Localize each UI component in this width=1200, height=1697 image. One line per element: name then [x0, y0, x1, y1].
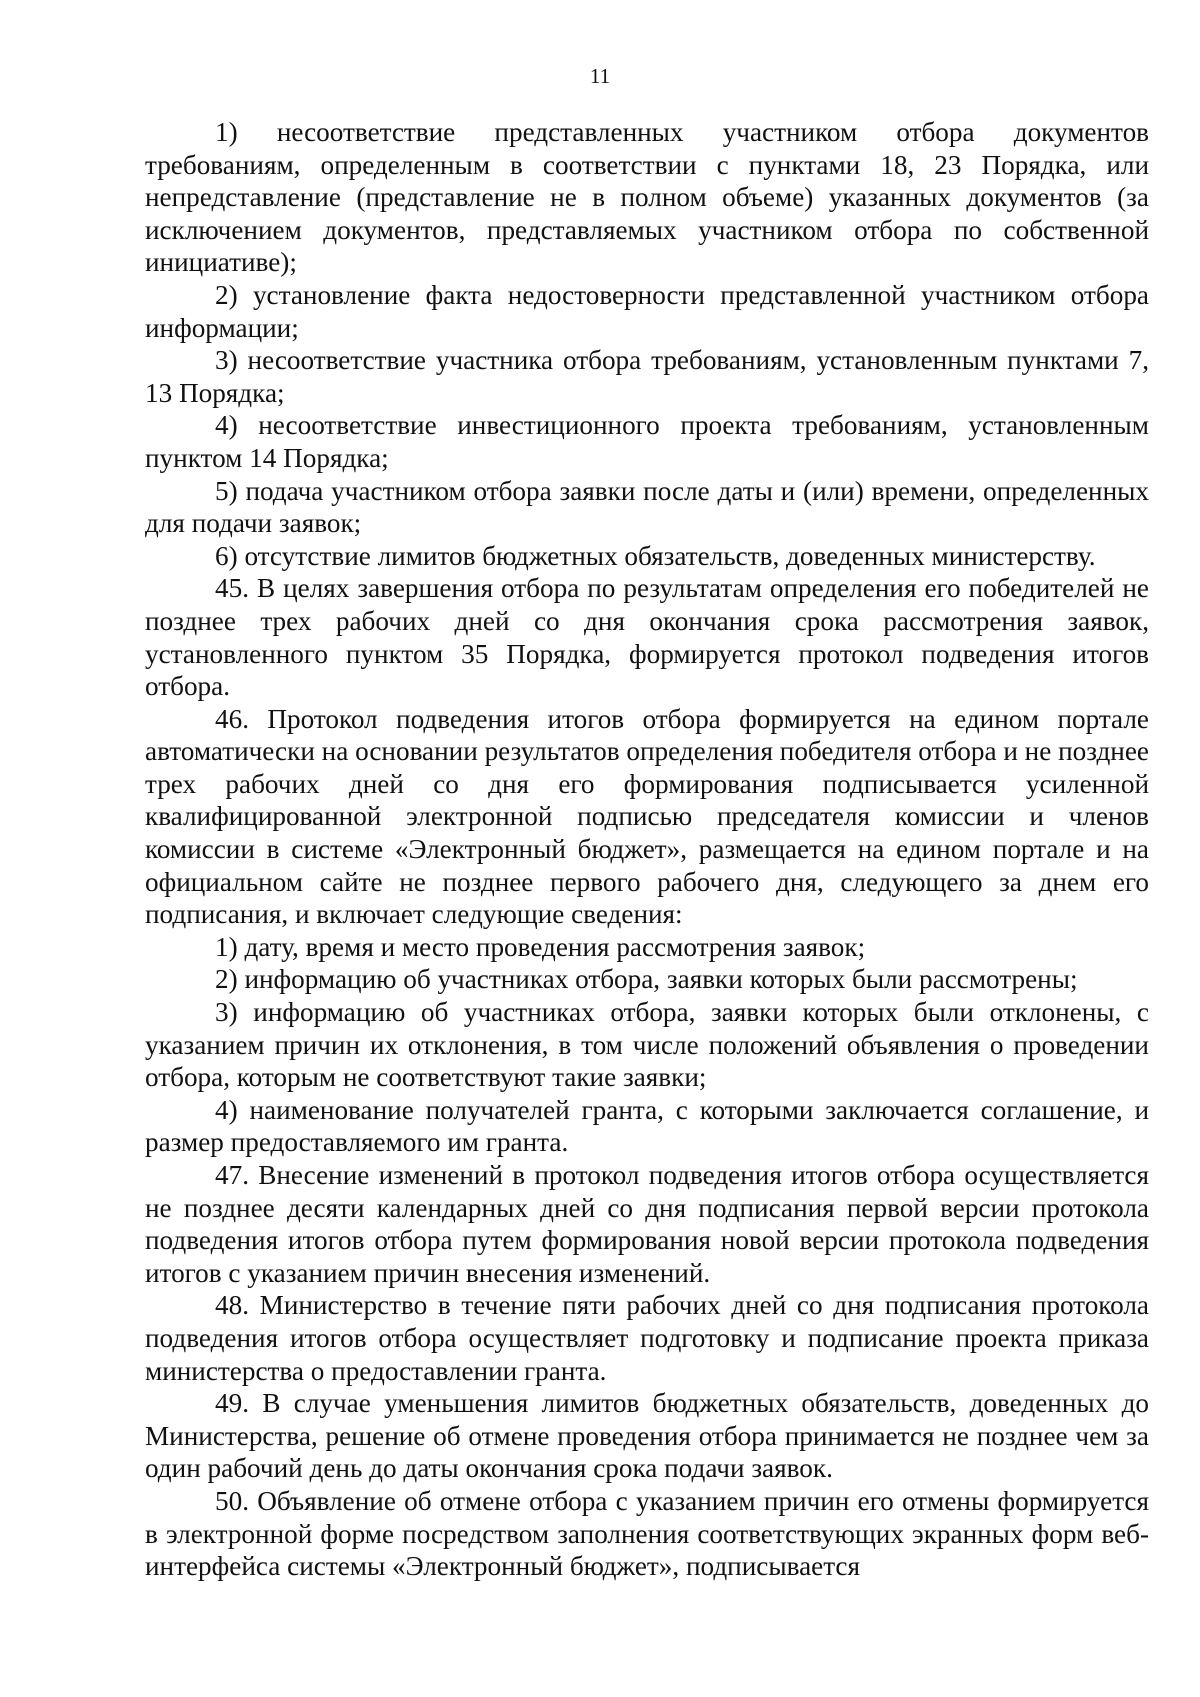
- page-number: 11: [589, 64, 611, 88]
- paragraph-clause-47: 47. Внесение изменений в протокол подведения итогов отбора осуществляется не позднее десяти календарных дней со дня подписания первой версии протокола подведения итогов отбора путем формирования новой версии протокола подведения итогов с указанием причин внесения изменений.: [145, 1160, 1149, 1288]
- paragraph-protocol-item-1: 1) дату, время и место проведения рассмотрения заявок;: [215, 931, 866, 962]
- paragraph-reason-6: 6) отсутствие лимитов бюджетных обязательств, доведенных министерству.: [215, 540, 1096, 571]
- document-body: [145, 116, 1149, 1583]
- paragraph-reason-4: 4) несоответствие инвестиционного проекта требованиям, установленным пунктом 14 Порядка;: [145, 410, 1149, 473]
- paragraph-clause-50: 50. Объявление об отмене отбора с указанием причин его отмены формируется в электронной форме посредством заполнения соответствующих экранных форм веб-интерфейса системы «Электронный бюджет», подписывается: [145, 1485, 1149, 1582]
- paragraph-reason-5: 5) подача участником отбора заявки после даты и (или) времени, определенных для подачи заявок;: [145, 475, 1149, 539]
- paragraph-reason-2: 2) установление факта недостоверности представленной участником отбора информации;: [145, 279, 1149, 343]
- paragraph-clause-49: 49. В случае уменьшения лимитов бюджетных обязательств, доведенных до Министерства, решение об отмене проведения отбора принимается не позднее чем за один рабочий день до даты окончания срока подачи заявок.: [145, 1388, 1149, 1484]
- paragraph-reason-1: 1) несоответствие представленных участником отбора документов требованиям, определенным в соответствии с пунктами 18, 23 Порядка, или непредставление (представление не в полном объеме) указанных документов (за исключением документов, представляемых участником отбора по собственной инициативе);: [145, 117, 1149, 278]
- paragraph-clause-45: 45. В целях завершения отбора по результатам определения его победителей не позднее трех рабочих дней со дня окончания срока рассмотрения заявок, установленного пунктом 35 Порядка, формируется протокол подведения итогов отбора.: [145, 573, 1149, 702]
- paragraph-clause-46: 46. Протокол подведения итогов отбора формируется на едином портале автоматически на основании результатов определения победителя отбора и не позднее трех рабочих дней со дня его формирования подписывается усиленной квалифицированной электронной подписью председателя комиссии и членов комиссии в системе «Электронный бюджет», размещается на едином портале и на официальном сайте не позднее первого рабочего дня, следующего за днем его подписания, и включает следующие сведения:: [145, 703, 1149, 930]
- paragraph-protocol-item-3: 3) информацию об участниках отбора, заявки которых были отклонены, с указанием причин их отклонения, в том числе положений объявления о проведении отбора, которым не соответствуют такие заявки;: [145, 997, 1149, 1093]
- paragraph-reason-3: 3) несоответствие участника отбора требованиям, установленным пунктами 7, 13 Порядка;: [145, 345, 1149, 408]
- paragraph-protocol-item-2: 2) информацию об участниках отбора, заявки которых были рассмотрены;: [215, 964, 1078, 995]
- paragraph-protocol-item-4: 4) наименование получателей гранта, с которыми заключается соглашение, и размер предоставляемого им гранта.: [145, 1094, 1149, 1158]
- paragraph-clause-48: 48. Министерство в течение пяти рабочих дней со дня подписания протокола подведения итогов отбора осуществляет подготовку и подписание проекта приказа министерства о предоставлении гранта.: [145, 1290, 1149, 1386]
